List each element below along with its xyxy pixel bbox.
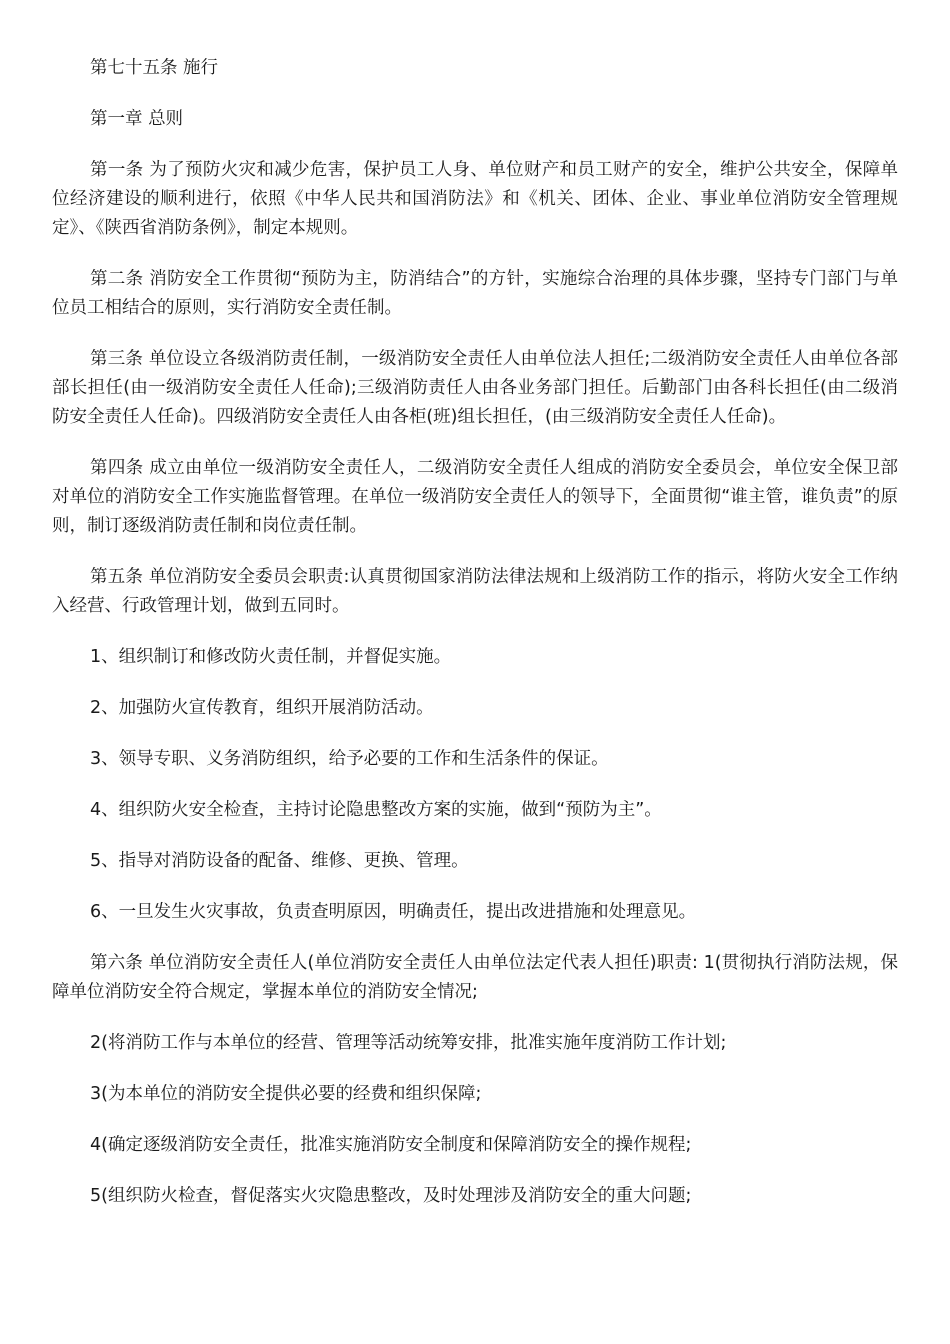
article-5-item-5: 5、指导对消防设备的配备、维修、更换、管理。: [90, 851, 469, 871]
article-1: 第一条 为了预防火灾和减少危害，保护员工人身、单位财产和员工财产的安全，维护公共安全，保障单位经济建设的顺利进行，依照《中华人民共和国消防法》和《机关、团体、企业、事业单位消防安全管理规定》、《陕西省消防条例》，制定本规则。: [52, 160, 898, 238]
document-body: [52, 54, 898, 1211]
article-4: 第四条 成立由单位一级消防安全责任人，二级消防安全责任人组成的消防安全委员会，单位安全保卫部对单位的消防安全工作实施监督管理。在单位一级消防安全责任人的领导下，全面贯彻“谁主管，谁负责”的原则，制订逐级消防责任制和岗位责任制。: [52, 458, 898, 536]
article-3: 第三条 单位设立各级消防责任制，一级消防安全责任人由单位法人担任;二级消防安全责任人由单位各部部长担任(由一级消防安全责任人任命);三级消防责任人由各业务部门担任。后勤部门由各科长担任(由二级消防安全责任人任命)。四级消防安全责任人由各柜(班)组长担任，(由三级消防安全责任人任命)。: [52, 349, 898, 427]
article-5-item-2: 2、加强防火宣传教育，组织开展消防活动。: [90, 698, 434, 718]
article-5: 第五条 单位消防安全委员会职责:认真贯彻国家消防法律法规和上级消防工作的指示，将防火安全工作纳入经营、行政管理计划，做到五同时。: [52, 567, 898, 616]
article-6-item-5: 5(组织防火检查，督促落实火灾隐患整改，及时处理涉及消防安全的重大问题;: [90, 1186, 692, 1206]
heading-chapter-1: 第一章 总则: [90, 109, 184, 129]
article-5-item-1: 1、组织制订和修改防火责任制，并督促实施。: [90, 647, 452, 667]
article-5-item-6: 6、一旦发生火灾事故，负责查明原因，明确责任，提出改进措施和处理意见。: [90, 902, 697, 922]
heading-article-75: 第七十五条 施行: [90, 58, 219, 78]
article-5-item-3: 3、领导专职、义务消防组织，给予必要的工作和生活条件的保证。: [90, 749, 609, 769]
article-6: 第六条 单位消防安全责任人(单位消防安全责任人由单位法定代表人担任)职责: 1(贯彻执行消防法规，保障单位消防安全符合规定，掌握本单位的消防安全情况;: [52, 953, 898, 1002]
article-2: 第二条 消防安全工作贯彻“预防为主，防消结合”的方针，实施综合治理的具体步骤，坚持专门部门与单位员工相结合的原则，实行消防安全责任制。: [52, 269, 898, 318]
article-6-item-2: 2(将消防工作与本单位的经营、管理等活动统筹安排，批准实施年度消防工作计划;: [90, 1033, 727, 1053]
article-6-item-4: 4(确定逐级消防安全责任，批准实施消防安全制度和保障消防安全的操作规程;: [90, 1135, 692, 1155]
article-5-item-4: 4、组织防火安全检查，主持讨论隐患整改方案的实施，做到“预防为主”。: [90, 800, 662, 820]
article-6-item-3: 3(为本单位的消防安全提供必要的经费和组织保障;: [90, 1084, 482, 1104]
